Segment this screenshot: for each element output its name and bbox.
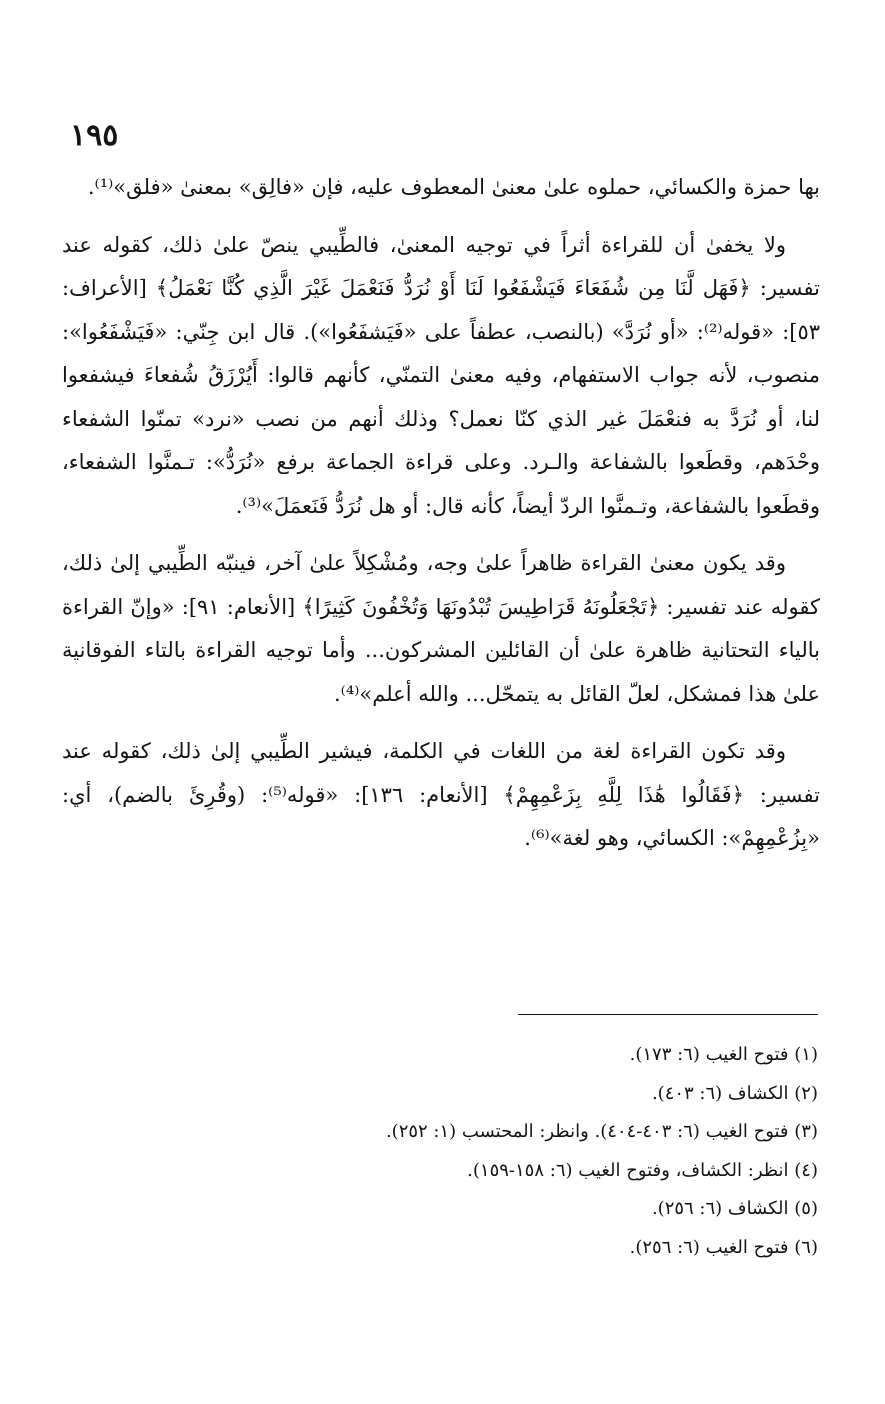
page-number: ١٩٥ <box>70 118 119 153</box>
footnotes <box>62 1036 818 1267</box>
footnote-4: (٤) انظر: الكشاف، وفتوح الغيب (٦: ١٥٨-١٥٩). <box>467 1159 818 1181</box>
paragraph-reading-ambiguity: وقد يكون معنىٰ القراءة ظاهراً علىٰ وجه، ومُشْكِلاً علىٰ آخر، فينبّه الطِّيبي إلىٰ ذلك، كقوله عند تفسير: ﴿تَجْعَلُونَهُ قَرَاطِيسَ تُبْدُونَهَا وَتُخْفُونَ كَثِيرًا﴾ [الأنعام: ٩١]: «وإنّ القراءة بالياء التحتانية ظاهرة علىٰ أن القائلين المشركون... وأما توجيه القراءة بالتاء الفوقانية علىٰ هذا فمشكل، لعلّ القائل به يتمحّل... والله أعلم»⁽⁴⁾. <box>62 551 820 706</box>
paragraph-reading-meaning: ولا يخفىٰ أن للقراءة أثراً في توجيه المعنىٰ، فالطِّيبي ينصّ علىٰ ذلك، كقوله عند تفسير: ﴿فَهَل لَّنَا مِن شُفَعَاءَ فَيَشْفَعُوا لَنَا أَوْ نُرَدُّ فَنَعْمَلَ غَيْرَ الَّذِي كُنَّا نَعْمَلُ﴾ [الأعراف: ٥٣]: «قوله⁽²⁾: «أو نُرَدَّ» (بالنصب، عطفاً على «فَيَشفَعُوا»). قال ابن جِنّي: «فَيَشْفَعُوا»: منصوب، لأنه جواب الاستفهام، وفيه معنىٰ التمنّي، كأنهم قالوا: أَيُرْزَقُ شُفعاءَ فيشفعوا لنا، أو نُرَدَّ به فنعْمَلَ غير الذي كنّا نعمل؟ وذلك أنهم من نصب «نرد» تمنّوا الشفعاء وحْدَهم، وقطَعوا بالشفاعة والـرد. وعلى قراءة الجماعة برفع «نُرَدُّ»: تـمنَّوا الشفعاء، وقطَعوا بالشفاعة، وتـمنَّوا الردّ أيضاً، كأنه قال: أو هل نُرَدُّ فَنَعمَلَ»⁽³⁾. <box>62 232 821 518</box>
footnote-1: (١) فتوح الغيب (٦: ١٧٣). <box>629 1044 818 1065</box>
footnote-divider <box>518 1014 818 1015</box>
paragraph-reading-dialect: وقد تكون القراءة لغة من اللغات في الكلمة، فيشير الطِّيبي إلىٰ ذلك، كقوله عند تفسير: ﴿فَقَالُوا هَٰذَا لِلَّهِ بِزَعْمِهِمْ﴾ [الأنعام: ١٣٦]: «قوله⁽⁵⁾: (وقُرِئَ بالضم)، أي: «بِزُعْمِهِمْ»: الكسائي، وهو لغة»⁽⁶⁾. <box>62 739 821 850</box>
footnote-3: (٣) فتوح الغيب (٦: ٤٠٣-٤٠٤). وانظر: المحتسب (١: ٢٥٢). <box>385 1121 818 1142</box>
body-text <box>62 166 820 875</box>
footnote-5: (٥) الكشاف (٦: ٢٥٦). <box>651 1198 818 1219</box>
footnote-6: (٦) فتوح الغيب (٦: ٢٥٦). <box>629 1236 818 1258</box>
paragraph-continuation: بها حمزة والكسائي، حملوه علىٰ معنىٰ المعطوف عليه، فإن «فالِق» بمعنىٰ «فلق»⁽¹⁾. <box>87 175 820 199</box>
footnote-2: (٢) الكشاف (٦: ٤٠٣). <box>651 1082 818 1104</box>
